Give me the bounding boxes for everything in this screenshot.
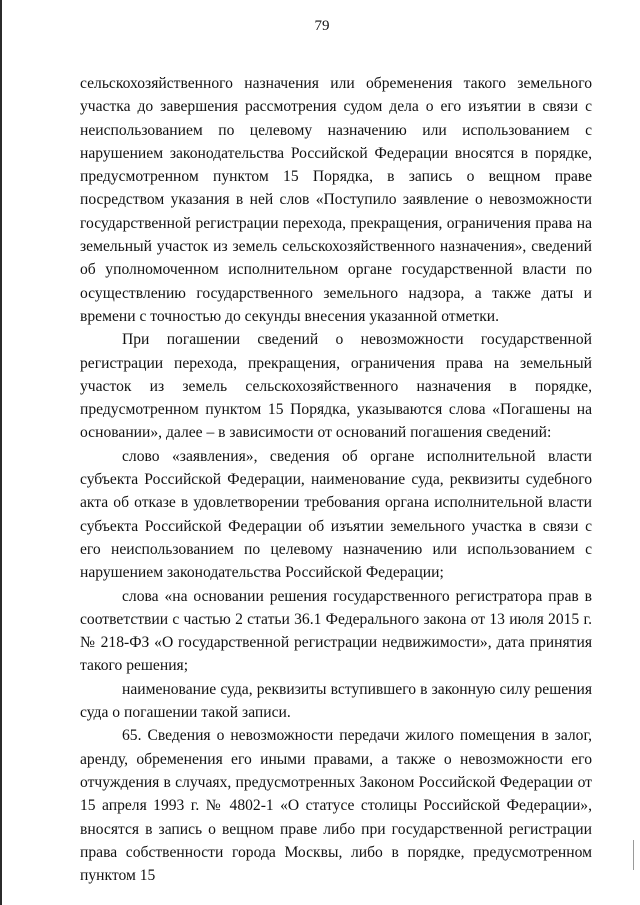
paragraph: 65. Сведения о невозможности передачи жилого помещения в залог, аренду, обременения его иными правами, а также о невозможности его отчуждения в случаях, предусмотренных Законом Российской Федерации от 15 апреля 1993 г. № 4802-1 «О статусе столицы Российской Федерации», вносятся в запись о вещном праве либо при государственной регистрации права собственности города Москвы, либо в порядке, предусмотренном пунктом 15 (80, 727, 592, 885)
paragraph: сельскохозяйственного назначения или обременения такого земельного участка до завершения рассмотрения судом дела о его изъятии в связи с неиспользованием по целевому назначению или использованием с нарушением законодательства Российской Федерации вносятся в порядке, предусмотренном пунктом 15 Порядка, в запись о вещном праве посредством указания в ней слов «Поступило заявление о невозможности государственной регистрации перехода, прекращения, ограничения права на земельный участок из земель сельскохозяйственного назначения», сведений об уполномоченном исполнительном органе государственной власти по осуществлению государственного земельного надзора, а также даты и времени с точностью до секунды внесения указанной отметки. (80, 75, 592, 325)
scan-edge-mark (633, 840, 634, 870)
paragraph: слово «заявления», сведения об органе исполнительной власти субъекта Российской Федерации, наименование суда, реквизиты судебного акта об отказе в удовлетворении требования органа исполнительной власти субъекта Российской Федерации об изъятии земельного участка в связи с его неиспользованием по целевому назначению или использованием с нарушением законодательства Российской Федерации; (80, 447, 592, 582)
paragraph: При погашении сведений о невозможности государственной регистрации перехода, прекращения, ограничения права на земельный участок из земель сельскохозяйственного назначения в порядке, предусмотренном пунктом 15 Порядка, указываются слова «Погашены на основании», далее – в зависимости от оснований погашения сведений: (80, 331, 592, 442)
paragraph: наименование суда, реквизиты вступившего в законную силу решения суда о погашении такой записи. (80, 680, 592, 722)
document-body (80, 72, 592, 887)
paragraph: слова «на основании решения государственного регистратора прав в соответствии с частью 2 статьи 36.1 Федерального закона от 13 июля 2015 г. № 218-ФЗ «О государственной регистрации недвижимости», дата принятия такого решения; (80, 587, 592, 675)
page-number: 79 (314, 18, 330, 34)
